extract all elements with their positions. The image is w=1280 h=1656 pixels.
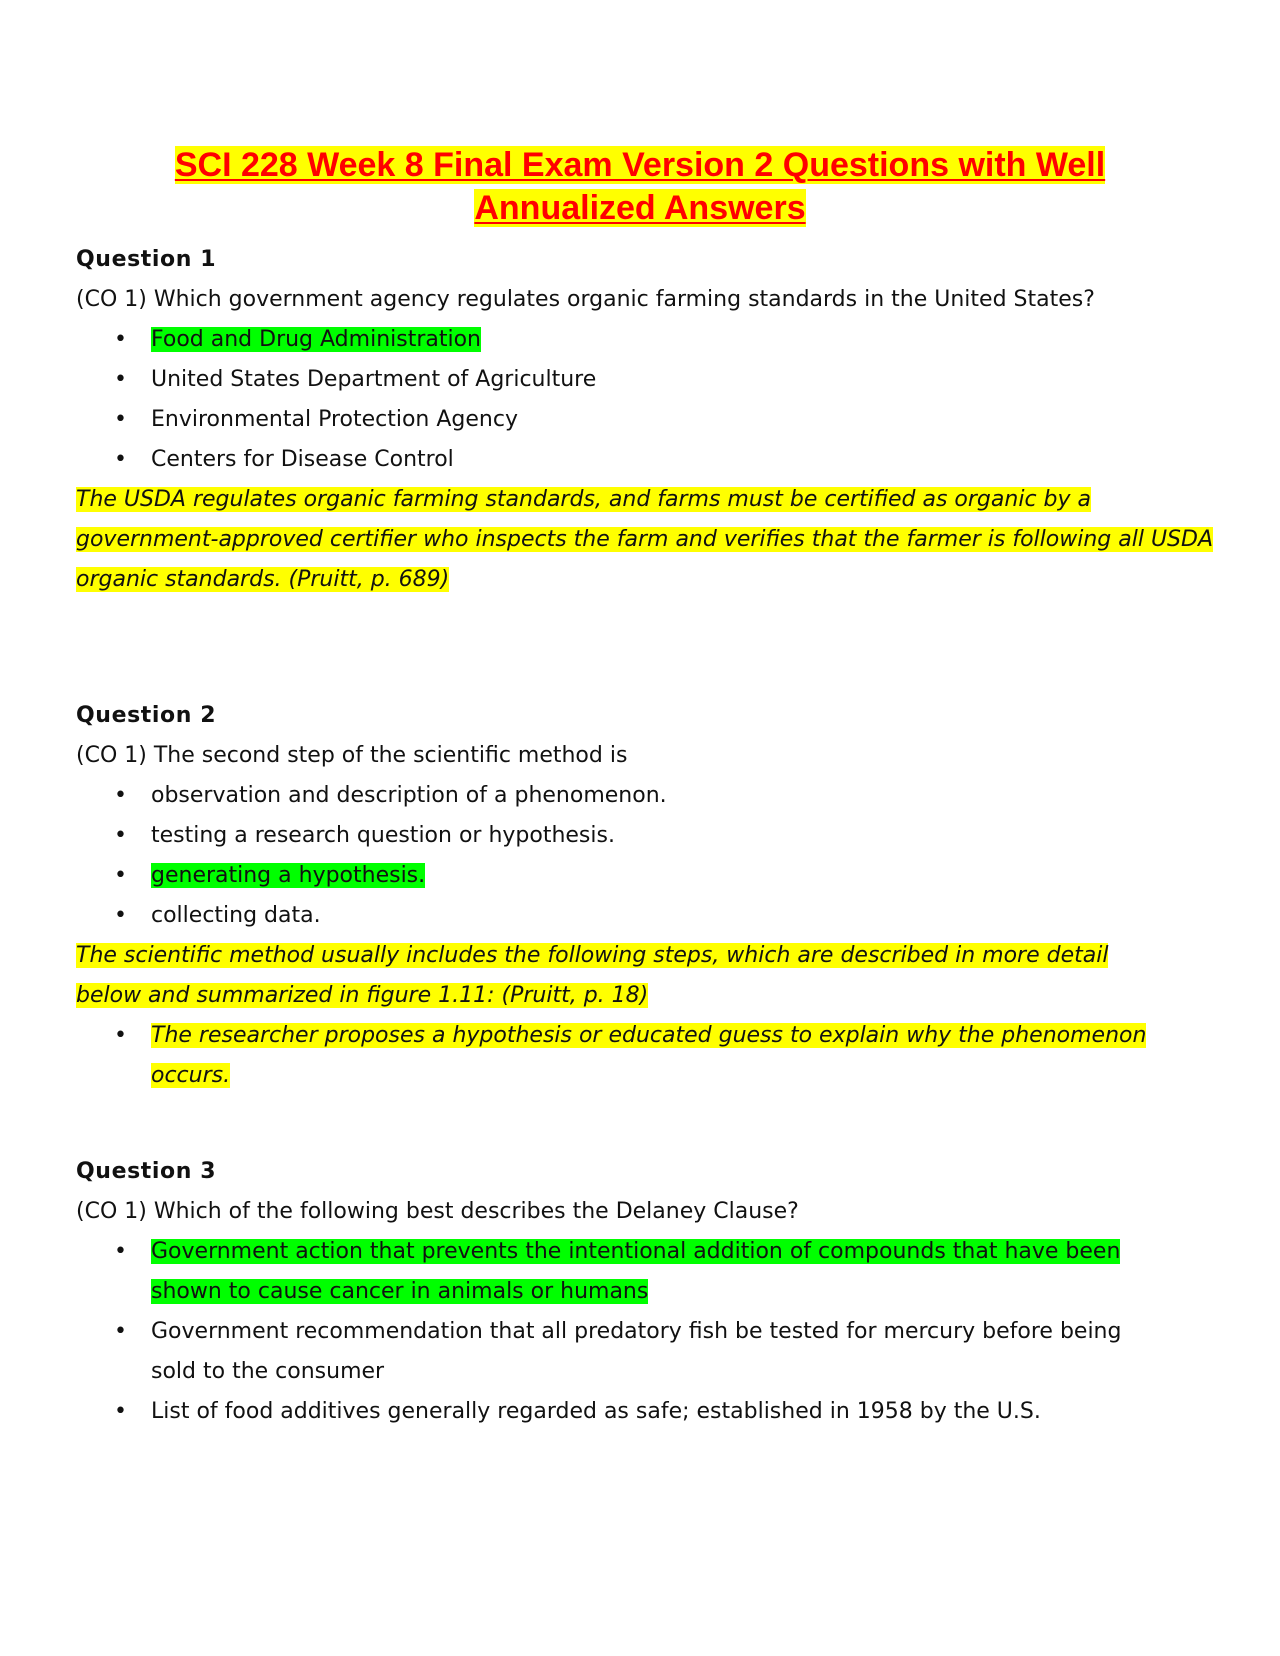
answer-option: • testing a research question or hypothesis. <box>76 816 1216 856</box>
explanation-line: government-approved certifier who inspects the farm and verifies that the farmer is following all USDA organic standards. (Pruitt, p. 689) <box>76 527 1214 592</box>
answer-option: • Government recommendation that all predatory fish be tested for mercury before being sold to the consumer <box>76 1312 1136 1392</box>
answer-option: • United States Department of Agriculture <box>76 360 1216 400</box>
answer-option <box>76 320 1216 360</box>
answer-option <box>76 856 1216 896</box>
question-heading: Question 3 <box>76 1159 217 1184</box>
title-line-1: SCI 228 Week 8 Final Exam Version 2 Questions with Well <box>174 146 1106 184</box>
correct-answer-highlight: generating a hypothesis. <box>151 863 426 888</box>
explanation-bullets <box>76 1016 1216 1096</box>
document-title <box>76 144 1204 230</box>
explanation-line: The scientific method usually includes the following steps, which are described in more detail <box>76 943 1109 968</box>
question-3 <box>76 1152 1216 1432</box>
explanation-bullet: • The researcher proposes a hypothesis or educated guess to explain why the phenomenon occurs. <box>76 1016 1216 1096</box>
answer-option: • observation and description of a phenomenon. <box>76 776 1216 816</box>
question-text: (CO 1) The second step of the scientific method is <box>76 743 628 768</box>
answer-option: • collecting data. <box>76 896 1216 936</box>
answer-option <box>76 1232 1136 1312</box>
answer-options <box>76 1232 1136 1432</box>
answer-explanation <box>76 480 1216 600</box>
question-1 <box>76 240 1216 600</box>
question-2 <box>76 696 1216 1096</box>
explanation-line: The USDA regulates organic farming standards, and farms must be certified as organic by a <box>76 487 1091 512</box>
question-text: (CO 1) Which of the following best describes the Delaney Clause? <box>76 1199 799 1224</box>
title-line-2: Annualized Answers <box>474 189 806 227</box>
question-text: (CO 1) Which government agency regulates organic farming standards in the United States? <box>76 287 1095 312</box>
answer-explanation <box>76 936 1216 1016</box>
question-heading: Question 2 <box>76 703 217 728</box>
explanation-line: below and summarized in figure 1.11: (Pruitt, p. 18) <box>76 983 649 1008</box>
answer-options <box>76 776 1216 936</box>
correct-answer-highlight: Government action that prevents the intentional addition of compounds that have been shown to cause cancer in animals or humans <box>151 1239 1121 1304</box>
question-heading: Question 1 <box>76 247 217 272</box>
answer-options <box>76 320 1216 480</box>
answer-option: • Environmental Protection Agency <box>76 400 1216 440</box>
answer-option: • List of food additives generally regarded as safe; established in 1958 by the U.S. <box>76 1392 1136 1432</box>
answer-option: • Centers for Disease Control <box>76 440 1216 480</box>
correct-answer-highlight: Food and Drug Administration <box>151 327 481 352</box>
